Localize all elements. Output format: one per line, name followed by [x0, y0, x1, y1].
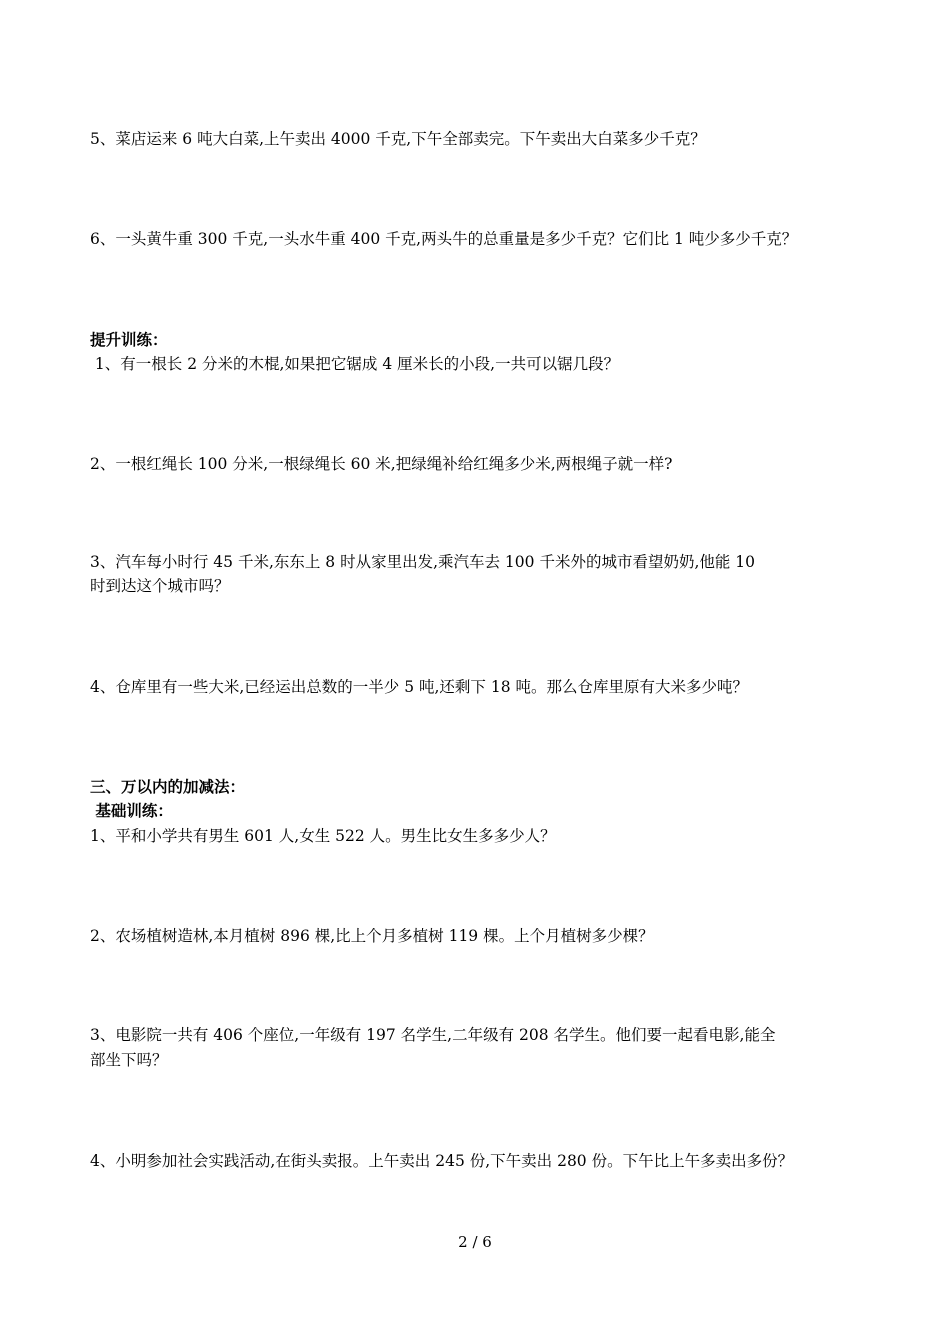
question-text: 4、小明参加社会实践活动,在街头卖报。上午卖出 245 份,下午卖出 280 份。下午比上午多卖出多份？: [90, 1152, 794, 1170]
question-text: 1、有一根长 2 分米的木棍,如果把它锯成 4 厘米长的小段,一共可以锯几段？: [90, 355, 620, 373]
question-text: 4、仓库里有一些大米,已经运出总数的一半少 5 吨,还剩下 18 吨。那么仓库里原有大米多少吨？: [90, 678, 749, 696]
question-text: 6、一头黄牛重 300 千克,一头水牛重 400 千克,两头牛的总重量是多少千克？它们比 1 吨少多少千克？: [90, 230, 798, 248]
page-number: 2 / 6: [458, 1233, 492, 1251]
question-text: 2、农场植树造林,本月植树 896 棵,比上个月多植树 119 棵。上个月植树多少棵？: [90, 927, 654, 945]
question-text: 2、一根红绳长 100 分米,一根绿绳长 60 米,把绿绳补给红绳多少米,两根绳子就一样?: [90, 455, 673, 473]
question-text: 5、菜店运来 6 吨大白菜,上午卖出 4000 千克,下午全部卖完。下午卖出大白菜多少千克？: [90, 130, 706, 148]
question-text: 3、汽车每小时行 45 千米,东东上 8 时从家里出发,乘汽车去 100 千米外的城市看望奶奶,他能 10: [90, 553, 756, 571]
question-text: 3、电影院一共有 406 个座位,一年级有 197 名学生,二年级有 208 名学生。他们要一起看电影,能全: [90, 1026, 776, 1044]
question-text: 部坐下吗？: [90, 1051, 168, 1069]
question-text: 时到达这个城市吗？: [90, 577, 230, 595]
question-text: 1、平和小学共有男生 601 人,女生 522 人。男生比女生多多少人？: [90, 827, 556, 845]
section-title: 三、万以内的加减法：: [90, 777, 246, 796]
section-heading: 提升训练：: [90, 330, 168, 349]
section-heading: 基础训练：: [90, 801, 173, 820]
